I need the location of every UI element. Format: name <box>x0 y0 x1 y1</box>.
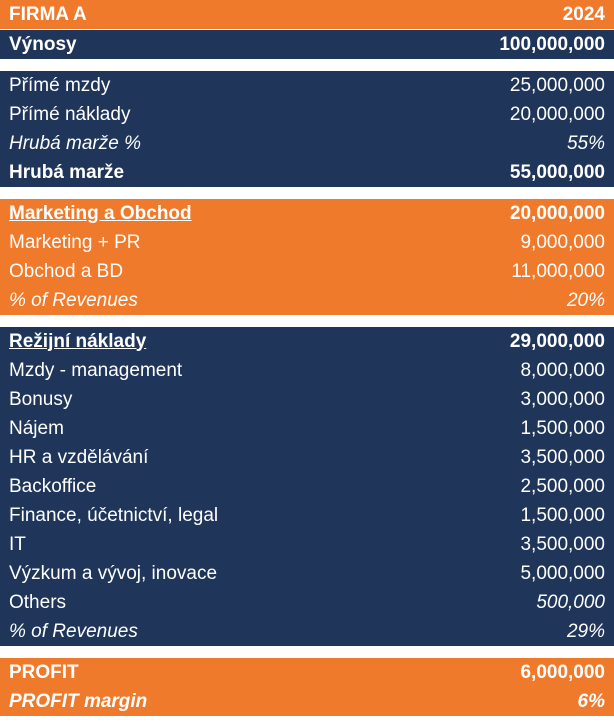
row-value: 25,000,000 <box>509 74 605 96</box>
gross-margin-row <box>0 158 614 187</box>
rnd-row <box>0 559 614 588</box>
profit-row <box>0 658 614 687</box>
section-gap <box>0 59 614 71</box>
row-label: Bonusy <box>9 388 73 410</box>
section-gap <box>0 187 614 199</box>
row-label: PROFIT margin <box>9 690 148 712</box>
row-label: Others <box>9 591 67 613</box>
direct-wages-row <box>0 71 614 100</box>
row-label: HR a vzdělávání <box>9 446 149 468</box>
row-label: IT <box>9 533 26 555</box>
row-label: % of Revenues <box>9 620 138 642</box>
section-gap <box>0 646 614 658</box>
gross-margin-pct-row <box>0 129 614 158</box>
overhead-header-row <box>0 327 614 356</box>
row-label: Finance, účetnictví, legal <box>9 504 219 526</box>
others-row <box>0 588 614 617</box>
sales-bd-row <box>0 257 614 286</box>
row-label: Marketing + PR <box>9 231 141 253</box>
row-label: Mzdy - management <box>9 359 183 381</box>
mgmt-wages-row <box>0 356 614 385</box>
row-value: 1,500,000 <box>520 504 605 526</box>
row-value: 20,000,000 <box>509 103 605 125</box>
row-value: 11,000,000 <box>511 260 605 282</box>
row-label: Hrubá marže <box>9 161 125 183</box>
row-value: 6% <box>577 690 605 712</box>
row-value: 3,500,000 <box>520 533 605 555</box>
row-value: 8,000,000 <box>520 359 605 381</box>
revenue-value: 100,000,000 <box>499 33 605 55</box>
row-value: 55% <box>566 132 605 154</box>
row-label: Výzkum a vývoj, inovace <box>9 562 218 584</box>
company-name: FIRMA A <box>9 3 87 25</box>
row-label: Přímé náklady <box>9 103 131 125</box>
marketing-pct-row <box>0 286 614 315</box>
revenue-row <box>0 30 614 59</box>
row-label: Nájem <box>9 417 64 439</box>
marketing-pr-row <box>0 228 614 257</box>
row-value: 6,000,000 <box>520 661 605 683</box>
row-value: 1,500,000 <box>520 417 605 439</box>
direct-costs-row <box>0 100 614 129</box>
row-value: 29% <box>566 620 605 642</box>
row-value: 3,000,000 <box>520 388 605 410</box>
rent-row <box>0 414 614 443</box>
year-label: 2024 <box>562 3 605 25</box>
row-value: 3,500,000 <box>520 446 605 468</box>
row-value: 5,000,000 <box>520 562 605 584</box>
revenue-label: Výnosy <box>9 33 77 55</box>
row-label: Marketing a Obchod <box>9 202 192 224</box>
overhead-pct-row <box>0 617 614 646</box>
bonus-row <box>0 385 614 414</box>
row-label: Obchod a BD <box>9 260 124 282</box>
row-value: 2,500,000 <box>520 475 605 497</box>
row-label: Přímé mzdy <box>9 74 111 96</box>
row-label: Hrubá marže % <box>9 132 141 154</box>
backoffice-row <box>0 472 614 501</box>
row-label: % of Revenues <box>9 289 138 311</box>
marketing-header-row <box>0 199 614 228</box>
hr-row <box>0 443 614 472</box>
header-row <box>0 0 614 29</box>
row-label: PROFIT <box>9 661 79 683</box>
profit-margin-row <box>0 687 614 716</box>
row-value: 20,000,000 <box>509 202 605 224</box>
row-label: Backoffice <box>9 475 97 497</box>
finance-row <box>0 501 614 530</box>
row-value: 9,000,000 <box>520 231 605 253</box>
section-gap <box>0 315 614 327</box>
row-value: 500,000 <box>536 591 605 613</box>
row-value: 55,000,000 <box>509 161 605 183</box>
row-value: 29,000,000 <box>509 330 605 352</box>
row-label: Režijní náklady <box>9 330 147 352</box>
row-value: 20% <box>566 289 605 311</box>
it-row <box>0 530 614 559</box>
